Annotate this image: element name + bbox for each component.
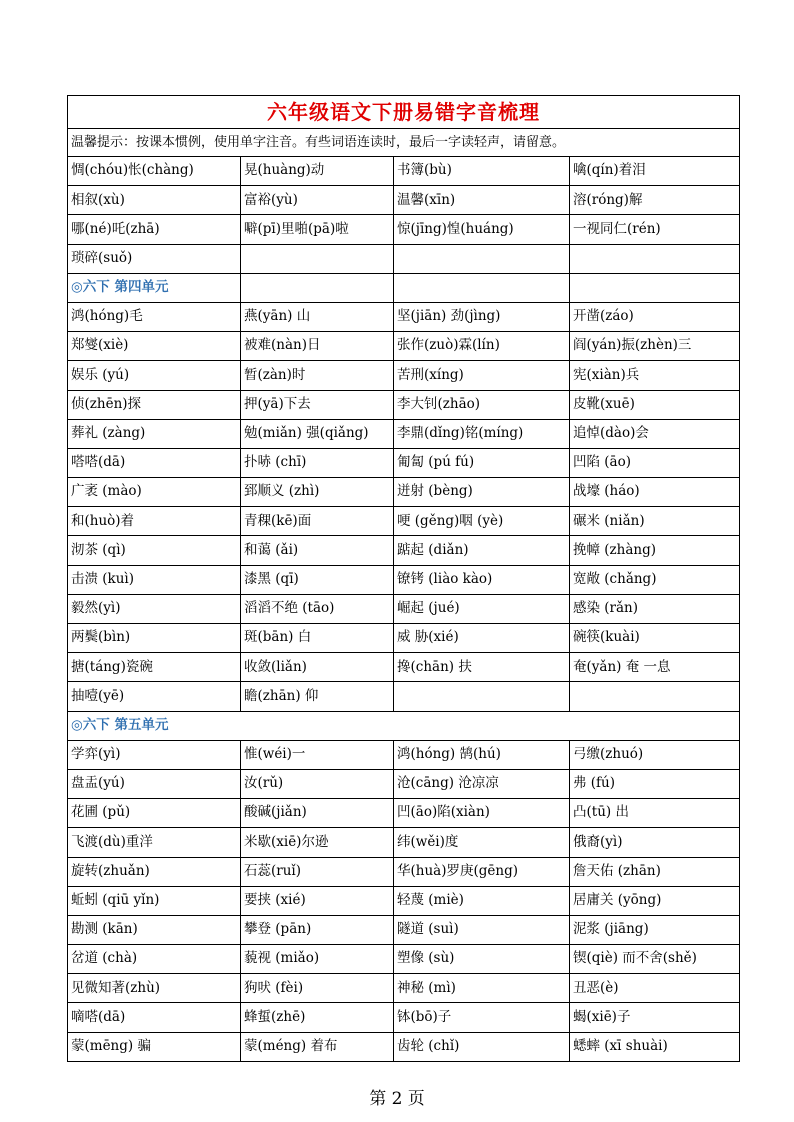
word-cell: 一视同仁(rén)	[570, 215, 740, 244]
table-row	[68, 594, 740, 623]
word-cell: 镣铐 (liào kào)	[394, 565, 570, 594]
word-cell: 鸿(hóng)毛	[68, 302, 241, 331]
word-cell: 押(yā)下去	[241, 390, 394, 419]
word-cell: 俄裔(yì)	[570, 828, 740, 857]
word-cell: 米歇(xiē)尔逊	[241, 828, 394, 857]
word-cell: 娱乐 (yú)	[68, 361, 241, 390]
word-cell: 沧(cāng) 沧凉凉	[394, 769, 570, 798]
word-cell	[570, 244, 740, 273]
table-row	[68, 186, 740, 215]
word-cell: 凹(āo)陷(xiàn)	[394, 799, 570, 828]
word-cell: 李大钊(zhāo)	[394, 390, 570, 419]
tip-text: 温馨提示：按课本惯例，使用单字注音。有些词语连读时，最后一字读轻声，请留意。	[68, 129, 740, 157]
word-cell: 迸射 (bèng)	[394, 478, 570, 507]
table-row	[68, 740, 740, 769]
table-row	[68, 945, 740, 974]
word-cell: 鸿(hóng) 鹄(hú)	[394, 740, 570, 769]
vocab-table	[67, 95, 740, 1062]
word-cell: 斑(bān) 白	[241, 624, 394, 653]
word-cell: 富裕(yù)	[241, 186, 394, 215]
word-cell: 漆黑 (qī)	[241, 565, 394, 594]
word-cell: 嗒嗒(dā)	[68, 448, 241, 477]
word-cell: 感染 (rǎn)	[570, 594, 740, 623]
word-cell: 沏茶 (qì)	[68, 536, 241, 565]
word-cell: 狗吠 (fèi)	[241, 974, 394, 1003]
table-row	[68, 507, 740, 536]
word-cell: 隧道 (suì)	[394, 915, 570, 944]
word-cell: 被难(nàn)日	[241, 332, 394, 361]
word-cell: 居庸关 (yōng)	[570, 886, 740, 915]
word-cell: 郅顺义 (zhì)	[241, 478, 394, 507]
word-cell: 书簿(bù)	[394, 157, 570, 186]
word-cell: 碗筷(kuài)	[570, 624, 740, 653]
word-cell: 和(huò)着	[68, 507, 241, 536]
word-cell: 轻蔑 (miè)	[394, 886, 570, 915]
word-cell: 广袤 (mào)	[68, 478, 241, 507]
table-row	[68, 857, 740, 886]
title-row	[68, 96, 740, 129]
word-cell: 毅然(yì)	[68, 594, 241, 623]
word-cell: 噙(qín)着泪	[570, 157, 740, 186]
word-cell: 蝎(xiē)子	[570, 1003, 740, 1032]
word-cell: 嘀嗒(dā)	[68, 1003, 241, 1032]
word-cell: 两鬓(bìn)	[68, 624, 241, 653]
word-cell: 泥浆 (jiāng)	[570, 915, 740, 944]
word-cell	[394, 682, 570, 711]
word-cell: 噼(pī)里啪(pā)啦	[241, 215, 394, 244]
table-row	[68, 536, 740, 565]
word-cell: 塑像 (sù)	[394, 945, 570, 974]
unit4-rows	[68, 302, 740, 711]
word-cell	[241, 244, 394, 273]
word-cell: 滔滔不绝 (tāo)	[241, 594, 394, 623]
word-cell: 藐视 (miǎo)	[241, 945, 394, 974]
page-title: 六年级语文下册易错字音梳理	[68, 96, 740, 129]
word-cell	[394, 244, 570, 273]
word-cell: 青稞(kē)面	[241, 507, 394, 536]
word-cell: 抽噎(yē)	[68, 682, 241, 711]
word-cell: 勘测 (kān)	[68, 915, 241, 944]
word-cell: 阎(yán)振(zhèn)三	[570, 332, 740, 361]
table-row	[68, 302, 740, 331]
word-cell: 汝(rǔ)	[241, 769, 394, 798]
word-cell: 威 胁(xié)	[394, 624, 570, 653]
table-row	[68, 769, 740, 798]
word-cell: 勉(miǎn) 强(qiǎng)	[241, 419, 394, 448]
word-cell: 搪(táng)瓷碗	[68, 653, 241, 682]
word-cell: 溶(róng)解	[570, 186, 740, 215]
unit-heading-row	[68, 273, 740, 302]
page-number: 第 2 页	[369, 1089, 425, 1109]
word-cell: 盘盂(yú)	[68, 769, 241, 798]
table-row	[68, 390, 740, 419]
word-cell: 锲(qiè) 而不舍(shě)	[570, 945, 740, 974]
word-cell: 李鼎(dǐng)铭(míng)	[394, 419, 570, 448]
word-cell: 匍匐 (pú fú)	[394, 448, 570, 477]
word-cell: 蜂蜇(zhē)	[241, 1003, 394, 1032]
word-cell: 奄(yǎn) 奄 一息	[570, 653, 740, 682]
table-row	[68, 915, 740, 944]
word-cell: 琐碎(suǒ)	[68, 244, 241, 273]
table-row	[68, 244, 740, 273]
word-cell: 酸碱(jiǎn)	[241, 799, 394, 828]
table-row	[68, 653, 740, 682]
word-cell: 花圃 (pǔ)	[68, 799, 241, 828]
table-row	[68, 682, 740, 711]
word-cell: 哽 (gěng)咽 (yè)	[394, 507, 570, 536]
word-cell: 钵(bō)子	[394, 1003, 570, 1032]
word-cell: 纬(wěi)度	[394, 828, 570, 857]
word-cell: 张作(zuò)霖(lín)	[394, 332, 570, 361]
word-cell: 惊(jīng)惶(huáng)	[394, 215, 570, 244]
table-row	[68, 419, 740, 448]
word-cell: 攀登 (pān)	[241, 915, 394, 944]
word-cell: 哪(né)吒(zhā)	[68, 215, 241, 244]
empty-cell	[241, 273, 394, 302]
word-cell: 坚(jiān) 劲(jìng)	[394, 302, 570, 331]
word-cell: 要挟 (xié)	[241, 886, 394, 915]
word-cell: 开凿(záo)	[570, 302, 740, 331]
word-cell: 岔道 (chà)	[68, 945, 241, 974]
word-cell: 和蔼 (ǎi)	[241, 536, 394, 565]
unit4-heading: ◎六下 第四单元	[68, 273, 241, 302]
table-row	[68, 565, 740, 594]
word-cell: 蟋蟀 (xī shuài)	[570, 1032, 740, 1061]
table-row	[68, 1003, 740, 1032]
word-cell: 惟(wéi)一	[241, 740, 394, 769]
word-cell: 华(huà)罗庚(gēng)	[394, 857, 570, 886]
word-cell: 瞻(zhān) 仰	[241, 682, 394, 711]
word-cell: 皮靴(xuē)	[570, 390, 740, 419]
table-row	[68, 478, 740, 507]
word-cell: 侦(zhēn)探	[68, 390, 241, 419]
word-cell: 温馨(xīn)	[394, 186, 570, 215]
unit5-heading: ◎六下 第五单元	[68, 711, 740, 740]
word-cell: 苦刑(xíng)	[394, 361, 570, 390]
word-cell: 凸(tū) 出	[570, 799, 740, 828]
word-cell: 齿轮 (chǐ)	[394, 1032, 570, 1061]
word-cell: 葬礼 (zàng)	[68, 419, 241, 448]
word-cell: 凹陷 (āo)	[570, 448, 740, 477]
word-cell: 丑恶(è)	[570, 974, 740, 1003]
word-cell: 见微知著(zhù)	[68, 974, 241, 1003]
word-cell: 蒙(mēng) 骗	[68, 1032, 241, 1061]
table-row	[68, 886, 740, 915]
word-cell: 郑燮(xiè)	[68, 332, 241, 361]
word-cell: 击溃 (kuì)	[68, 565, 241, 594]
word-cell: 弓缴(zhuó)	[570, 740, 740, 769]
word-cell: 相叙(xù)	[68, 186, 241, 215]
word-cell: 石蕊(ruǐ)	[241, 857, 394, 886]
word-cell: 飞渡(dù)重洋	[68, 828, 241, 857]
word-cell: 蚯蚓 (qiū yǐn)	[68, 886, 241, 915]
table-row	[68, 799, 740, 828]
word-cell: 踮起 (diǎn)	[394, 536, 570, 565]
word-cell: 宽敞 (chǎng)	[570, 565, 740, 594]
word-cell: 扑哧 (chī)	[241, 448, 394, 477]
word-cell: 神秘 (mì)	[394, 974, 570, 1003]
word-cell: 旋转(zhuǎn)	[68, 857, 241, 886]
unit5-rows	[68, 740, 740, 1061]
word-cell: 晃(huàng)动	[241, 157, 394, 186]
word-cell: 搀(chān) 扶	[394, 653, 570, 682]
table-row	[68, 448, 740, 477]
table-row	[68, 361, 740, 390]
empty-cell	[394, 273, 570, 302]
table-row	[68, 624, 740, 653]
word-cell: 挽幛 (zhàng)	[570, 536, 740, 565]
tip-row	[68, 129, 740, 157]
word-cell: 燕(yān) 山	[241, 302, 394, 331]
table-row	[68, 157, 740, 186]
table-row	[68, 1032, 740, 1061]
word-cell: 弗 (fú)	[570, 769, 740, 798]
word-cell: 碾米 (niǎn)	[570, 507, 740, 536]
word-cell	[570, 682, 740, 711]
word-cell: 崛起 (jué)	[394, 594, 570, 623]
word-cell: 宪(xiàn)兵	[570, 361, 740, 390]
word-cell: 追悼(dào)会	[570, 419, 740, 448]
empty-cell	[570, 273, 740, 302]
word-cell: 收敛(liǎn)	[241, 653, 394, 682]
unit-heading-row	[68, 711, 740, 740]
word-cell: 詹天佑 (zhān)	[570, 857, 740, 886]
table-row	[68, 332, 740, 361]
word-cell: 学弈(yì)	[68, 740, 241, 769]
table-row	[68, 974, 740, 1003]
word-cell: 惆(chóu)怅(chàng)	[68, 157, 241, 186]
word-cell: 战壕 (háo)	[570, 478, 740, 507]
word-cell: 蒙(méng) 着布	[241, 1032, 394, 1061]
word-cell: 暂(zàn)时	[241, 361, 394, 390]
table-row	[68, 215, 740, 244]
table-row	[68, 828, 740, 857]
